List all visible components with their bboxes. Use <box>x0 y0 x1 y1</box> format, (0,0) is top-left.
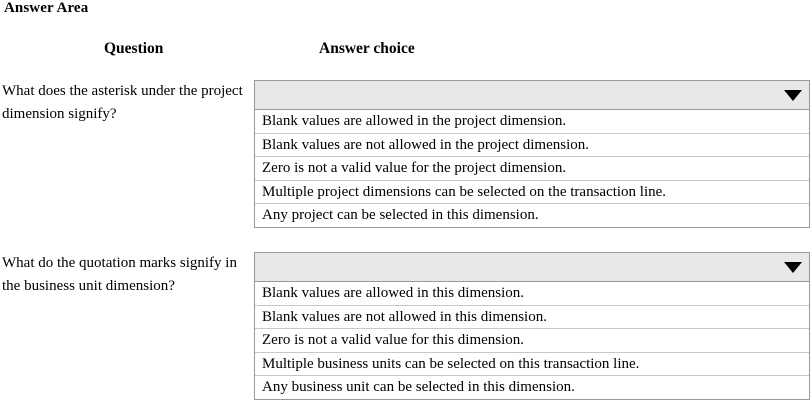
caret-shape <box>784 262 802 273</box>
dropdown-option[interactable]: Blank values are allowed in the project dimension. <box>255 110 809 134</box>
dropdown-option[interactable]: Multiple project dimensions can be selected on the transaction line. <box>255 181 809 205</box>
column-header-question: Question <box>104 40 164 57</box>
answer-dropdown[interactable] <box>254 80 810 228</box>
dropdown-option[interactable]: Blank values are allowed in this dimension. <box>255 282 809 306</box>
question-label: What do the quotation marks signify in the business unit dimension? <box>2 255 237 294</box>
dropdown-option[interactable]: Zero is not a valid value for the project dimension. <box>255 157 809 181</box>
dropdown-field[interactable] <box>254 252 810 282</box>
dropdown-option[interactable]: Any business unit can be selected in this dimension. <box>255 376 809 399</box>
dropdown-field[interactable] <box>254 80 810 110</box>
chevron-down-icon[interactable] <box>777 81 809 109</box>
dropdown-options-list[interactable] <box>254 282 810 400</box>
dropdown-option[interactable]: Multiple business units can be selected on this transaction line. <box>255 353 809 377</box>
answer-dropdown[interactable] <box>254 252 810 400</box>
dropdown-option[interactable]: Blank values are not allowed in the project dimension. <box>255 134 809 158</box>
dropdown-option[interactable]: Blank values are not allowed in this dimension. <box>255 306 809 330</box>
dropdown-option[interactable]: Zero is not a valid value for this dimension. <box>255 329 809 353</box>
page-title: Answer Area <box>4 0 89 16</box>
chevron-down-icon[interactable] <box>777 253 809 281</box>
question-label: What does the asterisk under the project dimension signify? <box>2 83 243 122</box>
dropdown-options-list[interactable] <box>254 110 810 228</box>
column-header-answer-choice: Answer choice <box>319 40 415 57</box>
caret-shape <box>784 90 802 101</box>
dropdown-option[interactable]: Any project can be selected in this dimension. <box>255 204 809 227</box>
